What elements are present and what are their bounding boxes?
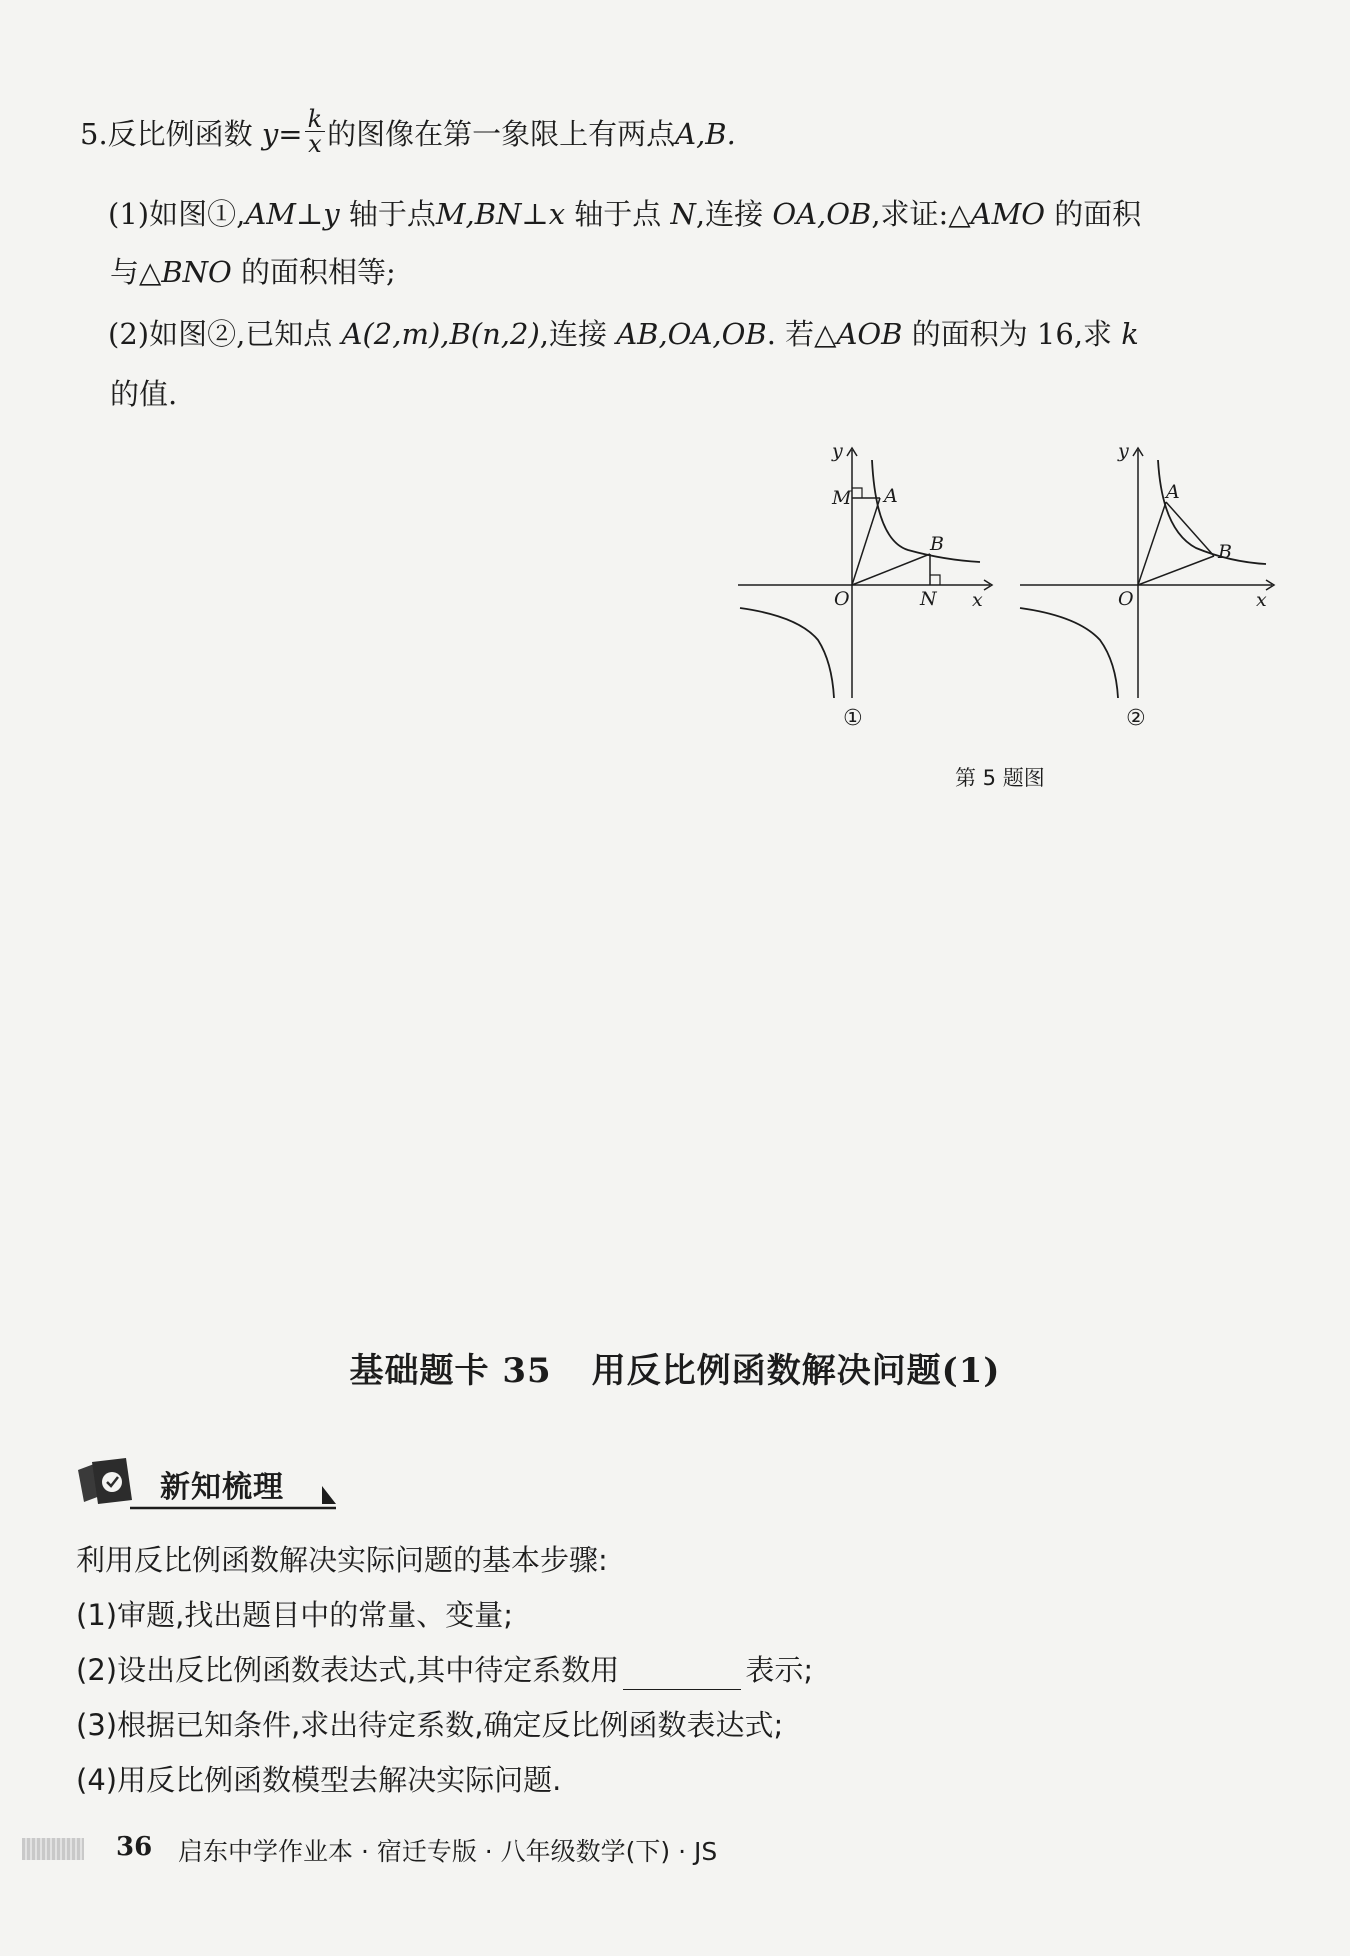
steps-intro: 利用反比例函数解决实际问题的基本步骤: [76,1543,608,1577]
problem-number: 5. [80,117,108,151]
step-2: (2)设出反比例函数表达式,其中待定系数用 表示; [76,1650,813,1690]
label-b: B [930,533,944,555]
fraction-k-over-x: $\frac{k}{x}$ [305,107,326,156]
problem-5-stem: 5.反比例函数 y= $\frac{k}{x}$ 的图像在第一象限上有两点A,B. [80,104,736,158]
label-x: x [972,589,983,611]
figure-2-graph [1016,440,1276,740]
figure-1-label: ① [843,706,863,731]
part-2-line-1: (2)如图②,已知点 A(2,m),B(n,2),连接 AB,OA,OB. 若△AOB 的面积为 16,求 k [108,317,1139,351]
hyperbola-branch-q3 [740,608,834,698]
step-3: (3)根据已知条件,求出待定系数,确定反比例函数表达式; [76,1708,784,1742]
footer-decoration [22,1838,84,1860]
part-1-line-2: 与△BNO 的面积相等; [110,255,396,289]
figure-caption: 第 5 题图 [955,766,1045,790]
book-title: 启东中学作业本 · 宿迁专版 · 八年级数学(下) · JS [178,1837,718,1866]
segment-ob [1138,556,1214,585]
section-heading: 用反比例函数解决问题(1) [591,1351,1001,1391]
label-n: N [920,588,937,610]
right-angle-m [852,488,862,498]
part-2-line-2: 的值. [110,377,178,411]
segment-oa [852,498,880,585]
label-a: A [884,485,898,507]
figure-2 [1016,440,1276,740]
page-footer [0,1832,1350,1872]
section-number: 基础题卡 35 [349,1351,552,1391]
label-o: O [1118,588,1134,610]
label-m: M [832,487,852,509]
label-x: x [1256,589,1267,611]
segment-oa [1138,502,1166,585]
step-4: (4)用反比例函数模型去解决实际问题. [76,1763,562,1797]
label-a: A [1166,481,1180,503]
hyperbola-branch-q3 [1020,608,1118,698]
hyperbola-branch-q1 [872,460,980,562]
figure-1-graph [734,440,994,740]
figure-1 [734,440,994,740]
label-o: O [834,588,850,610]
segment-ab [1166,502,1214,556]
label-y: y [832,440,843,462]
segment-ob [852,554,930,585]
label-b: B [1218,541,1232,563]
page-number: 36 [116,1832,153,1862]
badge-label: 新知梳理 [160,1470,284,1505]
fill-in-blank[interactable] [623,1659,741,1690]
section-title [0,1343,1350,1392]
label-y: y [1118,440,1129,462]
step-1: (1)审题,找出题目中的常量、变量; [76,1598,514,1632]
right-angle-n [930,575,940,585]
part-1-line-1: (1)如图①,AM⊥y 轴于点M,BN⊥x 轴于点 N,连接 OA,OB,求证:△AMO 的面积 [108,197,1142,231]
figure-2-label: ② [1126,706,1146,731]
